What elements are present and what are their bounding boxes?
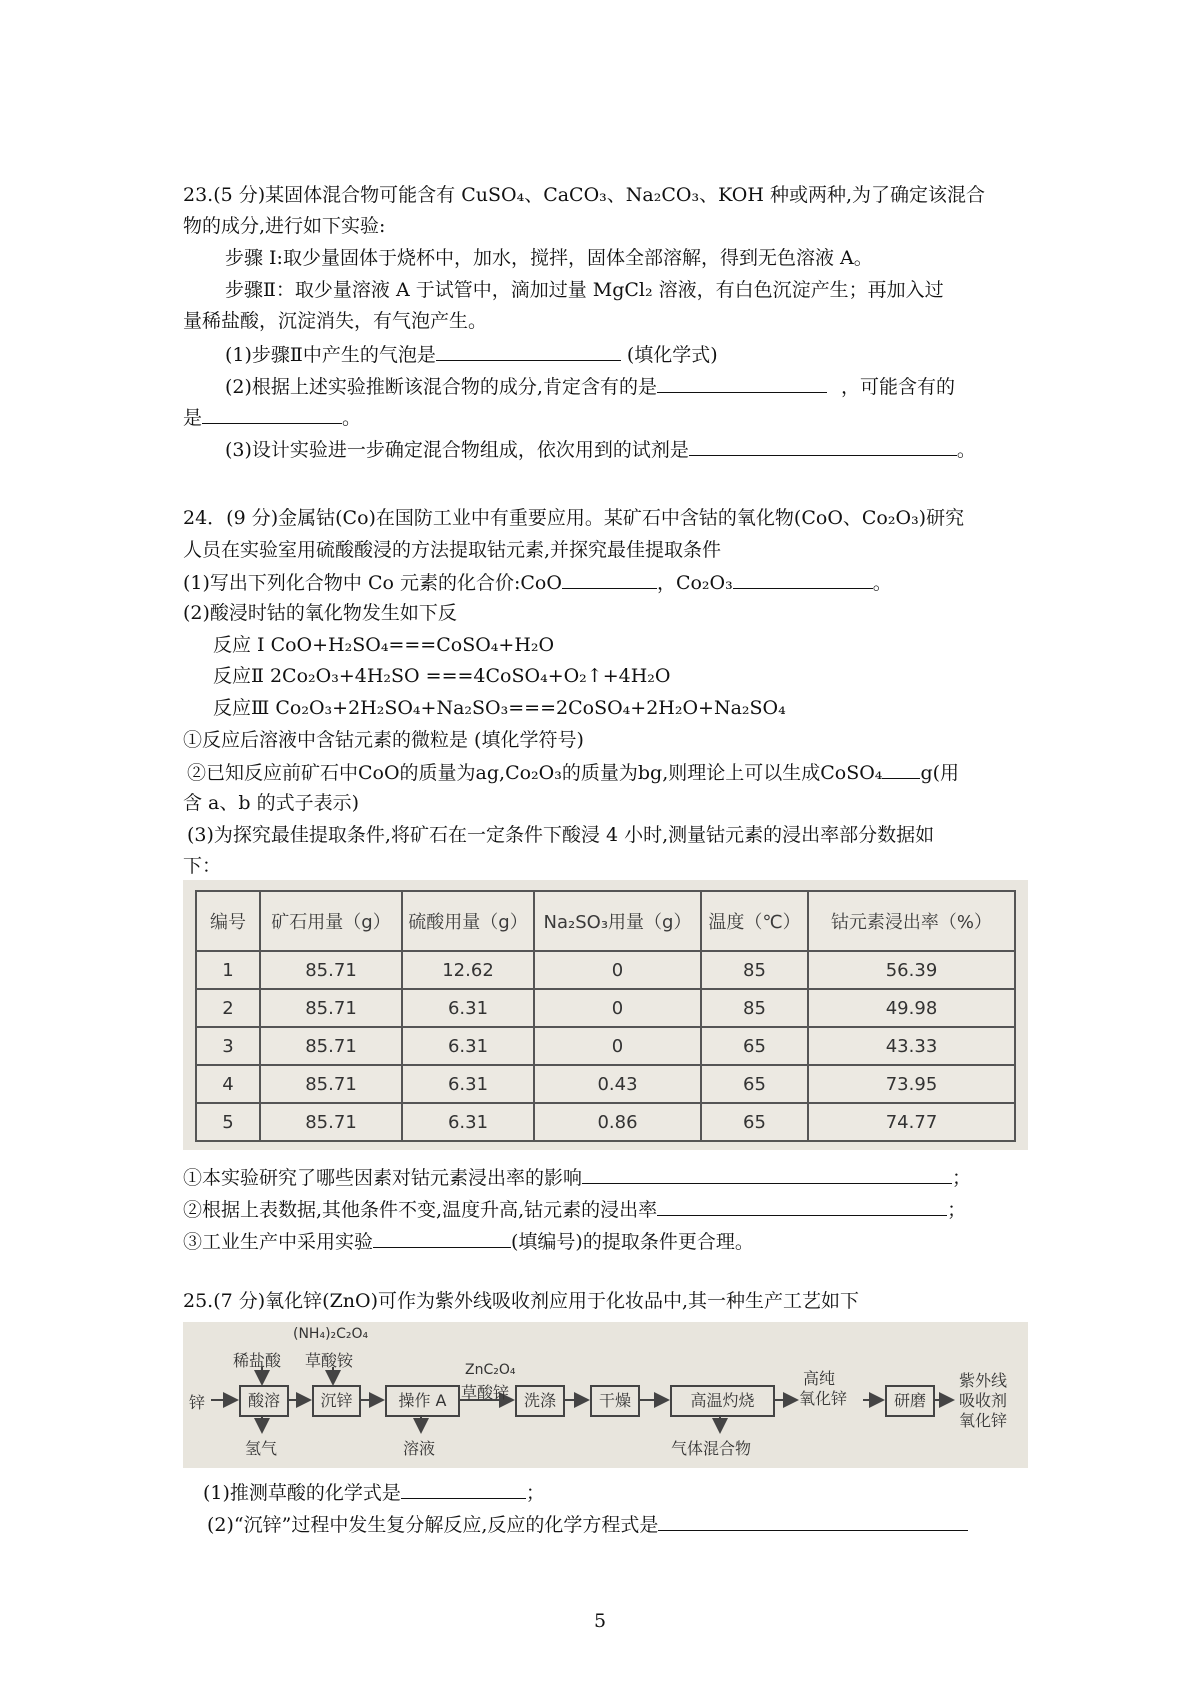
flow-uv-1: 紫外线: [959, 1371, 1008, 1390]
table-row: [196, 989, 1015, 1027]
q23-sub-2-text: (2)根据上述实验推断该混合物的成分,肯定含有的是: [225, 376, 657, 398]
table-row: [196, 1065, 1015, 1103]
flow-solution: 溶液: [403, 1439, 436, 1458]
table-cell: 56.39: [808, 951, 1015, 989]
table-row: [196, 951, 1015, 989]
table-row: [196, 1103, 1015, 1141]
table-cell: 73.95: [808, 1065, 1015, 1103]
q23-sub-1: [225, 340, 718, 368]
table-cell: 85.71: [260, 1027, 402, 1065]
flow-uv-3: 氧化锌: [959, 1411, 1008, 1430]
page-number: 5: [593, 1610, 607, 1632]
q24-sub-2-q1: ①反应后溶液中含钴元素的微粒是 (填化学符号): [183, 729, 584, 751]
table-cell: 2: [196, 989, 260, 1027]
table-cell: 4: [196, 1065, 260, 1103]
leaching-data-table-image: [183, 880, 1028, 1150]
table-cell: 6.31: [402, 1027, 534, 1065]
flow-zinc-oxalate: 草酸锌: [461, 1383, 510, 1402]
table-cell: 85: [701, 951, 808, 989]
answer-blank[interactable]: [562, 568, 657, 589]
flow-uv-2: 吸收剂: [959, 1391, 1008, 1410]
flow-step-calcine: 高温灼烧: [670, 1385, 775, 1417]
table-cell: 85: [701, 989, 808, 1027]
table-cell: 74.77: [808, 1103, 1015, 1141]
table-cell: 65: [701, 1103, 808, 1141]
answer-blank[interactable]: [882, 758, 920, 779]
table-cell: 43.33: [808, 1027, 1015, 1065]
table-cell: 49.98: [808, 989, 1015, 1027]
q23-sub-2-text-c: 是: [183, 407, 203, 429]
reaction-2: 反应Ⅱ 2Co₂O₃+4H₂SO ===4CoSO₄+O₂↑+4H₂O: [213, 665, 671, 687]
q25-sub-2-text: (2)“沉锌”过程中发生复分解反应,反应的化学方程式是: [207, 1514, 659, 1536]
table-cell: 65: [701, 1027, 808, 1065]
answer-blank[interactable]: [657, 1195, 947, 1216]
column-header: 钴元素浸出率（%）: [808, 891, 1015, 951]
q23-line-1: 23.(5 分)某固体混合物可能含有 CuSO₄、CaCO₃、Na₂CO₃、KOH 种或两种,为了确定该混合: [183, 184, 986, 206]
answer-blank[interactable]: [658, 1510, 968, 1531]
q24-sub-2: (2)酸浸时钴的氧化物发生如下反: [183, 602, 457, 624]
table-row: [196, 1027, 1015, 1065]
flow-gas-mixture: 气体混合物: [671, 1439, 752, 1458]
table-cell: 5: [196, 1103, 260, 1141]
reaction-3: 反应Ⅲ Co₂O₃+2H₂SO₄+Na₂SO₃===2CoSO₄+2H₂O+Na₂SO₄: [213, 697, 786, 719]
q23-sub-3: [225, 435, 976, 463]
flow-zinc-oxalate-formula: ZnC₂O₄: [465, 1362, 516, 1378]
table-cell: 85.71: [260, 951, 402, 989]
flow-oxalate: 草酸铵: [305, 1351, 354, 1370]
q24-sub-1: [183, 568, 892, 596]
q25-sub-2: [207, 1510, 968, 1538]
q25-sub-1-end: ；: [525, 1482, 545, 1504]
answer-blank[interactable]: [202, 403, 342, 424]
answer-blank[interactable]: [689, 435, 957, 456]
flow-step-grind: 研磨: [885, 1385, 935, 1417]
q24-line-1: 24．(9 分)金属钴(Co)在国防工业中有重要应用。某矿石中含钴的氧化物(CoO、Co₂O₃)研究: [183, 507, 965, 529]
q23-sub-3-end: 。: [956, 439, 976, 461]
q24-sub-3-q2-text: ②根据上表数据,其他条件不变,温度升高,钴元素的浸出率: [183, 1199, 658, 1221]
flow-hydrogen: 氢气: [245, 1439, 278, 1458]
table-cell: 85.71: [260, 989, 402, 1027]
zinc-oxide-process-flowchart: [183, 1322, 1028, 1468]
flow-step-operation-a: 操作 A: [385, 1385, 460, 1417]
answer-blank[interactable]: [733, 568, 873, 589]
q24-sub-3-q1-end: ；: [952, 1167, 972, 1189]
column-header: 硫酸用量（g）: [402, 891, 534, 951]
table-cell: 65: [701, 1065, 808, 1103]
q23-sub-3-text: (3)设计实验进一步确定混合物组成，依次用到的试剂是: [225, 439, 689, 461]
q23-step-2: 步骤Ⅱ：取少量溶液 A 于试管中，滴加过量 MgCl₂ 溶液，有白色沉淀产生；再加入过: [225, 279, 944, 301]
q24-sub-2-q2-end: g(用: [920, 762, 960, 784]
reaction-1: 反应 I CoO+H₂SO₄===CoSO₄+H₂O: [213, 634, 555, 656]
table-cell: 6.31: [402, 1103, 534, 1141]
q23-sub-2-text-b: ，可能含有的: [840, 376, 955, 398]
table-cell: 0: [534, 1027, 701, 1065]
flow-step-precipitate-zinc: 沉锌: [312, 1385, 361, 1417]
q24-sub-3-q3-text: ③工业生产中采用实验: [183, 1231, 374, 1253]
q23-step-1: 步骤 I:取少量固体于烧杯中，加水，搅拌，固体全部溶解，得到无色溶液 A。: [225, 247, 873, 269]
flow-step-wash: 洗涤: [515, 1385, 565, 1417]
flow-hcl: 稀盐酸: [233, 1351, 282, 1370]
q23-sub-2-cont: [183, 403, 361, 431]
table-cell: 3: [196, 1027, 260, 1065]
flow-step-dry: 干燥: [590, 1385, 640, 1417]
q23-line-2: 物的成分,进行如下实验:: [183, 215, 386, 237]
column-header: 编号: [196, 891, 260, 951]
table-cell: 85.71: [260, 1065, 402, 1103]
q24-sub-3-q1: [183, 1163, 971, 1191]
answer-blank[interactable]: [582, 1163, 952, 1184]
table-header-row: [196, 891, 1015, 951]
flow-oxalate-formula: (NH₄)₂C₂O₄: [293, 1326, 369, 1342]
table-cell: 85.71: [260, 1103, 402, 1141]
column-header: 温度（℃）: [701, 891, 808, 951]
q23-sub-2-end: 。: [342, 407, 362, 429]
flow-zinc: 锌: [189, 1393, 206, 1412]
q23-step-2-cont: 量稀盐酸，沉淀消失，有气泡产生。: [183, 310, 488, 332]
q24-sub-1-end: 。: [872, 572, 892, 594]
q25-sub-1-text: (1)推测草酸的化学式是: [203, 1482, 401, 1504]
answer-blank[interactable]: [373, 1227, 511, 1248]
column-header: Na₂SO₃用量（g）: [534, 891, 701, 951]
answer-blank[interactable]: [657, 372, 827, 393]
table-cell: 0: [534, 989, 701, 1027]
table-cell: 12.62: [402, 951, 534, 989]
flow-step-acid-dissolve: 酸溶: [239, 1385, 289, 1417]
table-cell: 0.43: [534, 1065, 701, 1103]
table-cell: 0: [534, 951, 701, 989]
q24-sub-3: (3)为探究最佳提取条件,将矿石在一定条件下酸浸 4 小时,测量钴元素的浸出率部分数据如: [187, 824, 935, 846]
q24-sub-3-q3: [183, 1227, 754, 1255]
q23-sub-2: [225, 372, 955, 400]
table-cell: 0.86: [534, 1103, 701, 1141]
answer-blank[interactable]: [436, 340, 621, 361]
table-cell: 6.31: [402, 989, 534, 1027]
flow-high-purity-2: 氧化锌: [799, 1389, 848, 1408]
q24-sub-3-q3-end: (填编号)的提取条件更合理。: [511, 1231, 754, 1253]
q23-sub-1-hint: (填化学式): [620, 344, 718, 366]
q24-sub-3-cont: 下：: [183, 855, 222, 877]
q24-sub-1-text: (1)写出下列化合物中 Co 元素的化合价:CoO: [183, 572, 562, 594]
q24-sub-2-q2: [187, 758, 959, 786]
answer-blank[interactable]: [401, 1478, 526, 1499]
q24-sub-3-q1-text: ①本实验研究了哪些因素对钴元素浸出率的影响: [183, 1167, 583, 1189]
q24-sub-2-q2-text: ②已知反应前矿石中CoO的质量为ag,Co₂O₃的质量为bg,则理论上可以生成CoSO₄: [187, 762, 883, 784]
q25-line-1: 25.(7 分)氧化锌(ZnO)可作为紫外线吸收剂应用于化妆品中,其一种生产工艺如下: [183, 1290, 860, 1312]
q24-sub-2-q2-cont: 含 a、b 的式子表示): [183, 792, 359, 814]
q24-sub-3-q2-end: ；: [947, 1199, 967, 1221]
q24-line-2: 人员在实验室用硫酸酸浸的方法提取钴元素,并探究最佳提取条件: [183, 539, 722, 561]
column-header: 矿石用量（g）: [260, 891, 402, 951]
q23-sub-1-text: (1)步骤Ⅱ中产生的气泡是: [225, 344, 436, 366]
q25-sub-1: [203, 1478, 545, 1506]
leaching-data-table: [195, 890, 1016, 1142]
table-cell: 6.31: [402, 1065, 534, 1103]
table-cell: 1: [196, 951, 260, 989]
q24-sub-1-text-b: ，Co₂O₃: [656, 572, 733, 594]
q24-sub-3-q2: [183, 1195, 966, 1223]
flow-high-purity-1: 高纯: [803, 1369, 836, 1388]
